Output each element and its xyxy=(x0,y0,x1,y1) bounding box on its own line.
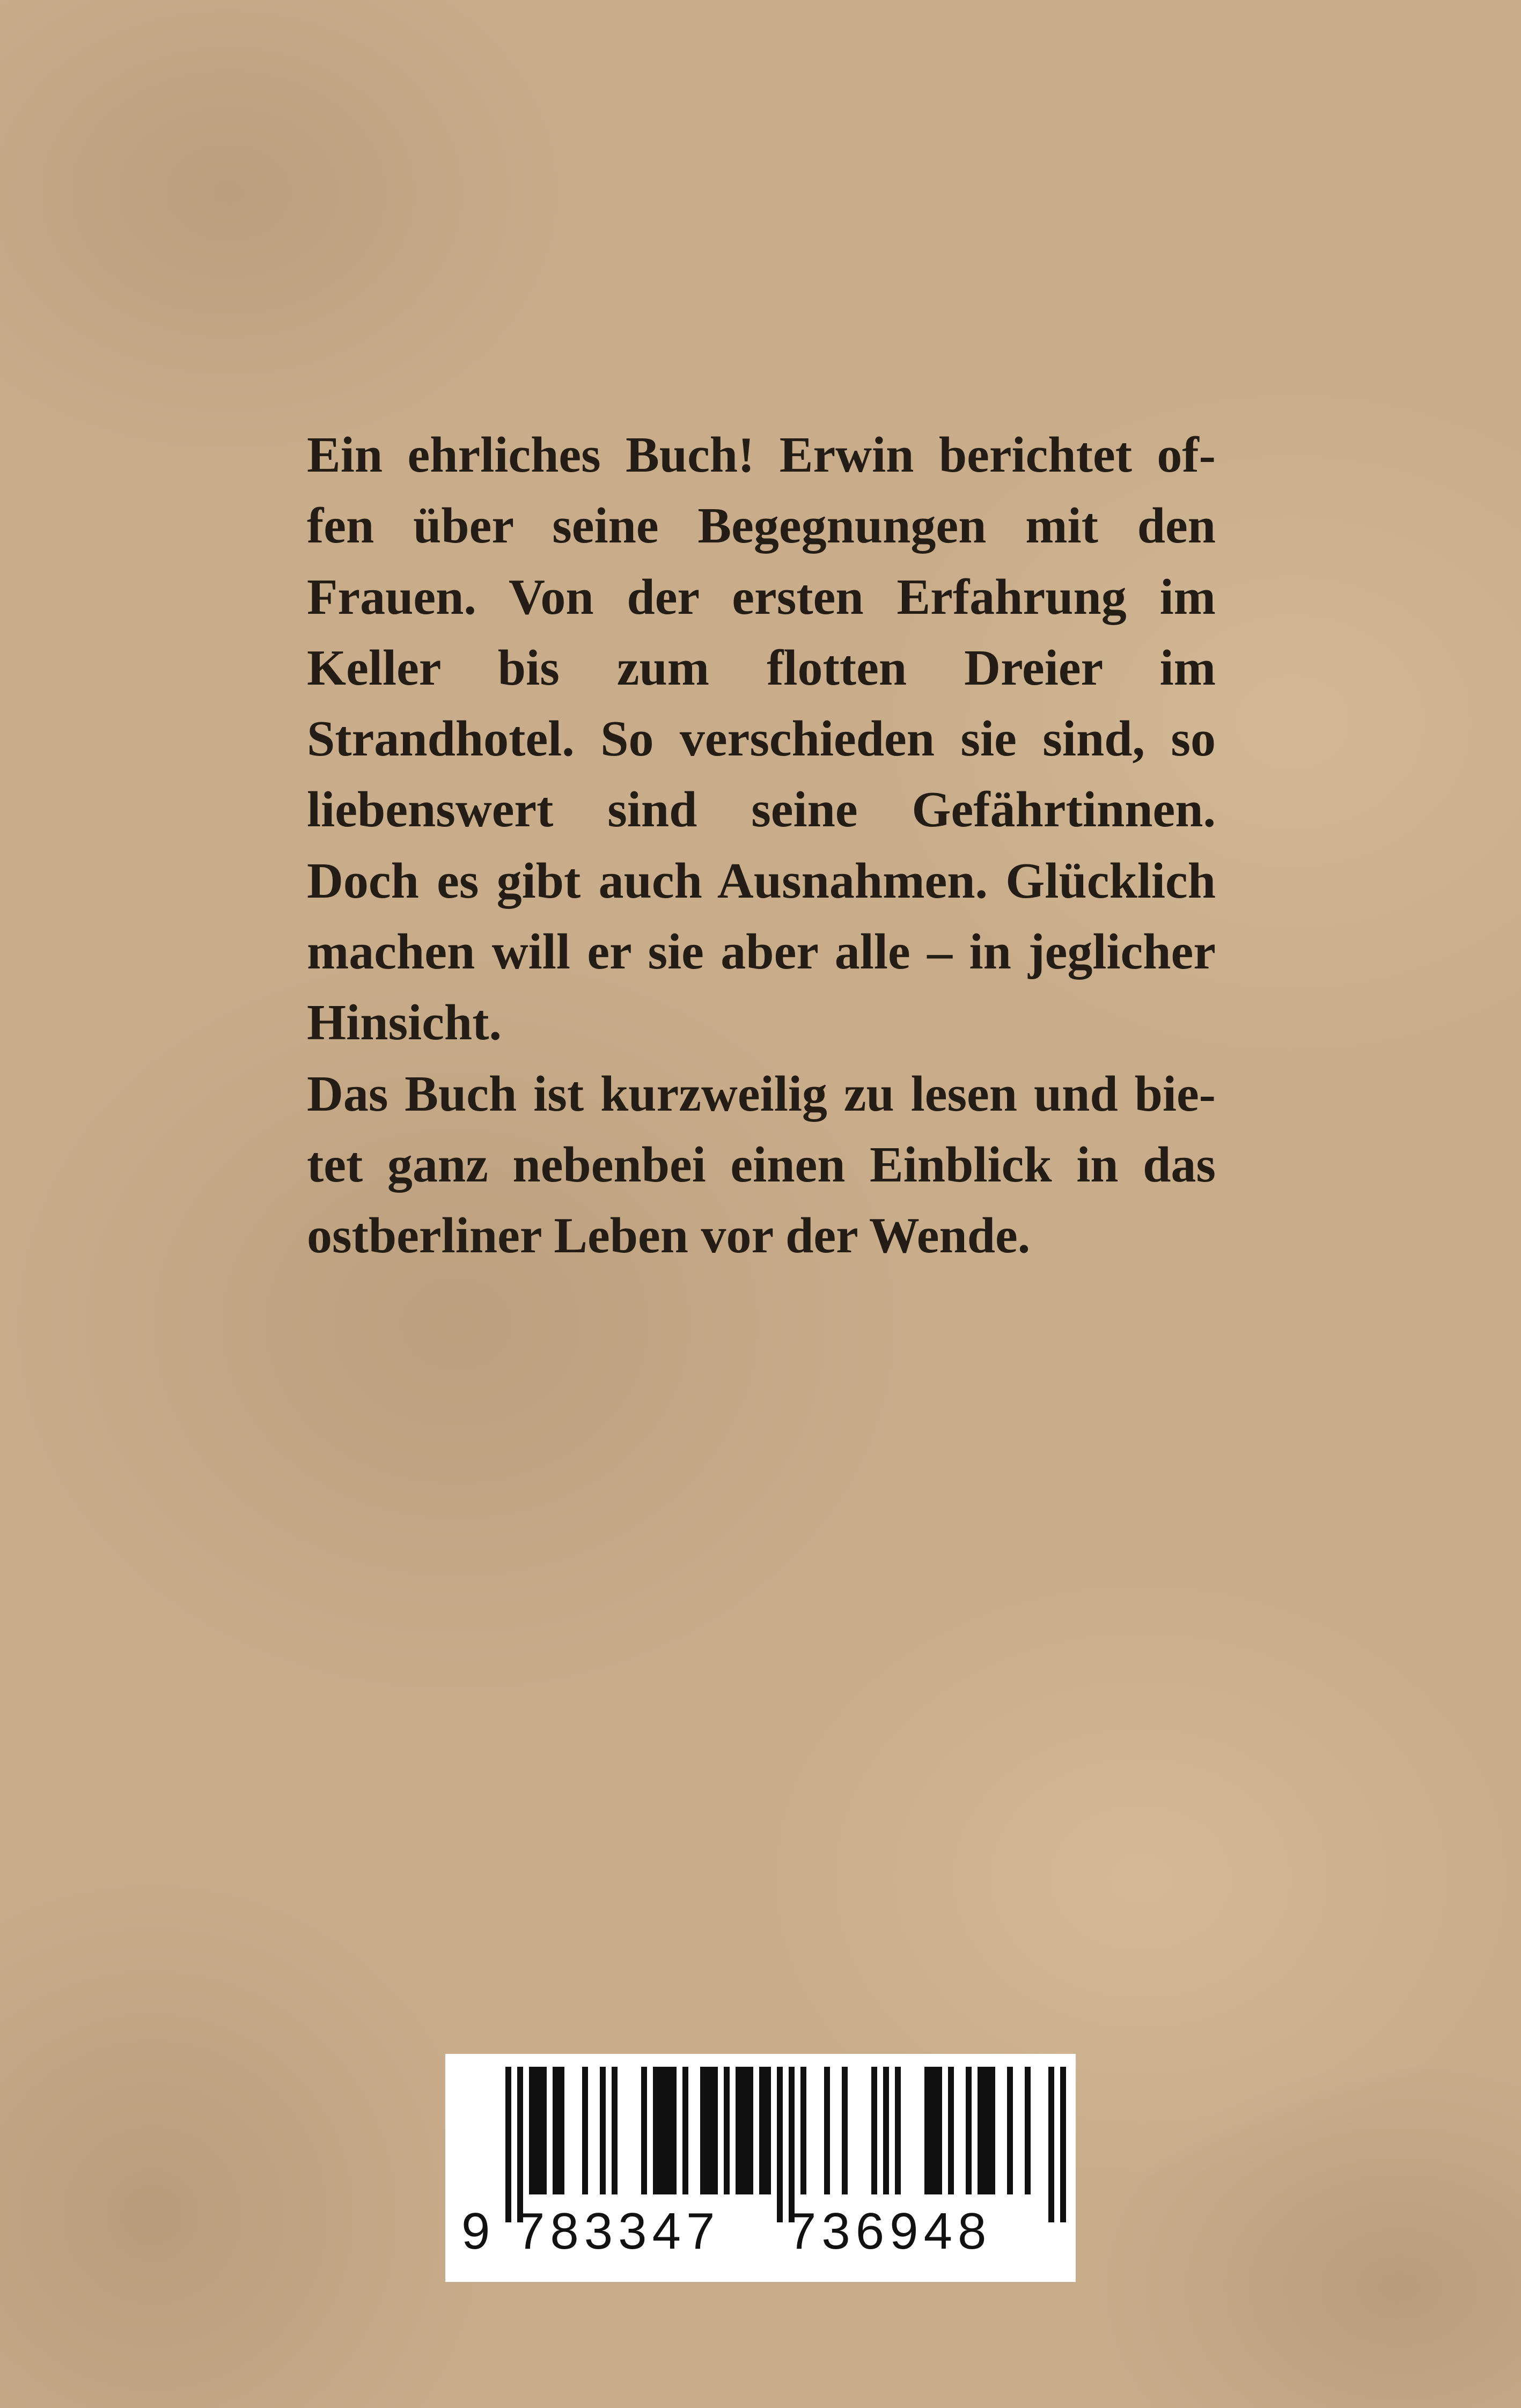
blurb-line: machen will er sie aber alle – in jeglicher xyxy=(307,924,1216,980)
barcode-guard-bar xyxy=(777,2067,783,2222)
barcode-bar xyxy=(736,2067,741,2194)
blurb-paragraph-1 xyxy=(307,420,1216,1059)
barcode-bar xyxy=(824,2067,830,2194)
barcode-bar xyxy=(741,2067,747,2194)
barcode-bar xyxy=(966,2067,972,2194)
barcode-left-digits: 783347 xyxy=(516,2203,721,2260)
barcode-bar xyxy=(541,2067,547,2194)
barcode-bar xyxy=(924,2067,930,2194)
blurb-line: Keller bis zum flotten Dreier im xyxy=(307,640,1216,696)
barcode-bar xyxy=(883,2067,889,2194)
barcode-first-digit: 9 xyxy=(461,2203,496,2260)
barcode-bar xyxy=(989,2067,995,2194)
barcode-bar xyxy=(706,2067,712,2194)
blurb-line: Das Buch ist kurzweilig zu lesen und bie- xyxy=(307,1066,1216,1122)
barcode-bar xyxy=(671,2067,677,2194)
barcode-bar xyxy=(759,2067,765,2194)
barcode-guard-bar xyxy=(517,2067,523,2222)
barcode-bar xyxy=(582,2067,588,2194)
barcode-guard-bar xyxy=(789,2067,795,2222)
barcode-bar xyxy=(641,2067,647,2194)
barcode-bar xyxy=(747,2067,753,2194)
barcode-bar xyxy=(765,2067,771,2194)
barcode-guard-bar xyxy=(1048,2067,1054,2222)
barcode-bar xyxy=(1025,2067,1031,2194)
barcode-bar xyxy=(659,2067,665,2194)
barcode-bar xyxy=(842,2067,848,2194)
barcode-bar xyxy=(1007,2067,1013,2194)
blurb-line: fen über seine Begegnungen mit den xyxy=(307,498,1216,554)
barcode-bar xyxy=(653,2067,659,2194)
blurb-paragraph-2 xyxy=(307,1059,1216,1272)
barcode-guard-bar xyxy=(505,2067,511,2222)
barcode-bar xyxy=(895,2067,901,2194)
barcode-right-digits: 736948 xyxy=(788,2203,992,2260)
barcode-guard-bar xyxy=(1060,2067,1066,2222)
back-cover-blurb xyxy=(307,420,1216,1272)
barcode-bar xyxy=(529,2067,535,2194)
barcode-bar xyxy=(871,2067,877,2194)
barcode-bar xyxy=(700,2067,706,2194)
blurb-line: ostberliner Leben vor der Wende. xyxy=(307,1208,1031,1264)
barcode-bar xyxy=(936,2067,942,2194)
barcode-bar xyxy=(712,2067,718,2194)
blurb-line: liebenswert sind seine Gefährtinnen. xyxy=(307,782,1216,838)
barcode-bar xyxy=(665,2067,671,2194)
blurb-line: Ein ehrliches Buch! Erwin berichtet of- xyxy=(307,427,1216,483)
barcode-bar xyxy=(682,2067,688,2194)
blurb-line: Strandhotel. So verschieden sie sind, so xyxy=(307,711,1216,767)
barcode-bar xyxy=(930,2067,936,2194)
barcode-bar xyxy=(553,2067,559,2194)
barcode-bar xyxy=(724,2067,730,2194)
barcode-bar xyxy=(978,2067,983,2194)
barcode-bar xyxy=(983,2067,989,2194)
blurb-line: tet ganz nebenbei einen Einblick in das xyxy=(307,1136,1216,1193)
blurb-line: Doch es gibt auch Ausnahmen. Glücklich xyxy=(307,853,1216,909)
barcode-bar xyxy=(559,2067,564,2194)
isbn-barcode xyxy=(445,2054,1076,2282)
blurb-line: Hinsicht. xyxy=(307,995,502,1051)
barcode-bar xyxy=(600,2067,606,2194)
barcode-bar xyxy=(800,2067,806,2194)
blurb-line: Frauen. Von der ersten Erfahrung im xyxy=(307,569,1216,625)
barcode-bar xyxy=(535,2067,541,2194)
barcode-bar xyxy=(948,2067,954,2194)
barcode-bar xyxy=(612,2067,618,2194)
